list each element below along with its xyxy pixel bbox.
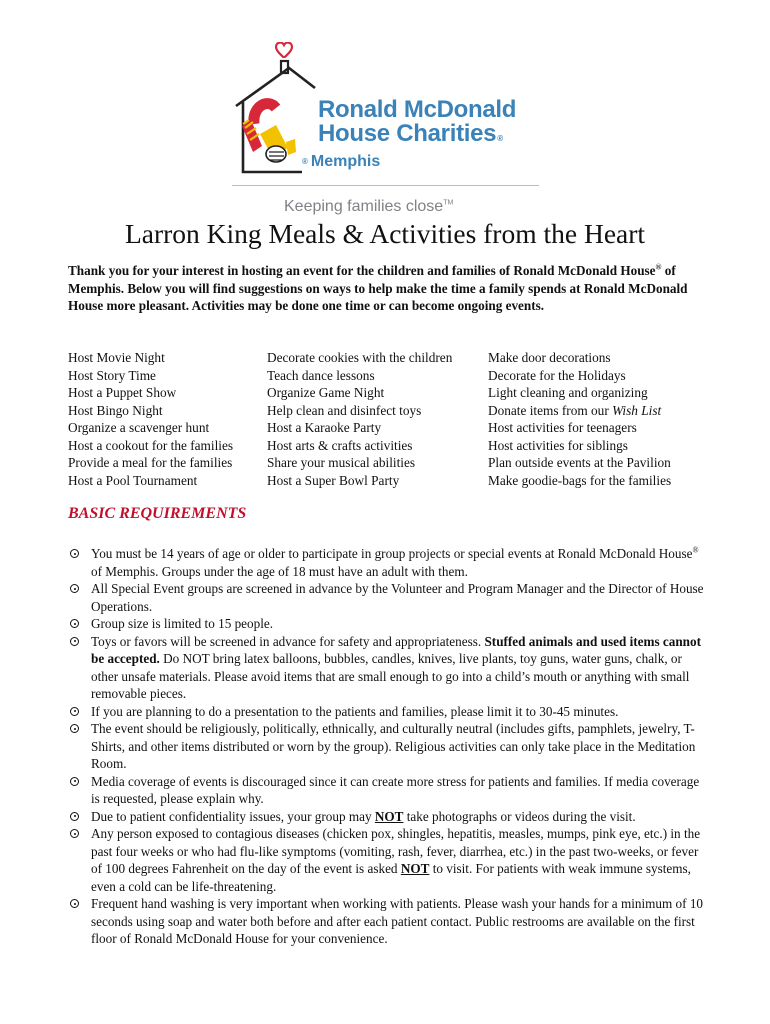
intro-paragraph [68,262,708,315]
activity-item: Host activities for siblings [488,437,628,453]
activity-item: Organize Game Night [267,385,385,400]
logo-divider [232,185,539,186]
brand-line-2 [318,122,548,146]
activity-column-1 [68,349,233,489]
activity-item: Host a Puppet Show [68,385,177,400]
circle-bullet-icon [70,812,79,821]
requirement-item [68,633,708,703]
activity-item: Light cleaning and organizing [488,385,648,400]
brand-line-1: Ronald McDonald [318,96,517,123]
tagline-text: Keeping families close [284,198,444,215]
circle-bullet-icon [70,619,79,628]
requirement-item [68,580,708,615]
activity-item: Share your musical abilities [267,455,416,470]
requirements-list [68,545,708,948]
requirement-text: Due to patient confidentiality issues, your group may [91,808,375,824]
requirement-text: of Memphis. Groups under the age of 18 must have an adult with them. [91,563,468,579]
circle-bullet-icon [70,637,79,646]
requirement-text: If you are planning to do a presentation to the patients and families, please limit it to 30-45 minutes. [91,703,619,719]
activity-item: Host a Pool Tournament [68,472,198,488]
section-heading-basic-requirements: BASIC REQUIREMENTS [68,505,247,522]
intro-part-2: of Memphis. Below you will find suggestions on ways to help make the time a family spends at Ronald McDonald House more pleasant. Activities may be done one time or can become ongoing events. [68,263,688,314]
activity-item: Decorate for the Holidays [488,367,626,383]
activity-item: Host a cookout for the families [68,437,234,453]
activity-item: Make goodie-bags for the families [488,472,672,488]
activity-item: Plan outside events at the Pavilion [488,455,671,470]
donate-prefix: Donate items from our [488,402,613,418]
requirement-item [68,895,708,948]
requirement-item [68,808,708,826]
requirement-item [68,703,708,721]
circle-bullet-icon [70,829,79,838]
requirement-text: Group size is limited to 15 people. [91,616,274,631]
requirement-item [68,825,708,895]
activity-item: Host a Karaoke Party [267,420,382,435]
requirement-item [68,773,708,808]
brand-name [318,98,548,146]
activity-item-donate [488,402,671,420]
wish-list-text: Wish List [612,402,662,418]
requirement-item [68,545,708,580]
activity-item: Make door decorations [488,350,611,365]
brand-chapter [302,153,380,171]
activity-item: Host a Super Bowl Party [267,472,400,488]
tagline [284,198,453,216]
activity-item: Host Story Time [68,367,156,383]
activity-item: Host activities for teenagers [488,420,637,435]
circle-bullet-icon [70,549,79,558]
activity-column-3 [488,349,671,489]
activity-item: Organize a scavenger hunt [68,420,210,435]
requirement-item [68,720,708,773]
activity-item: Provide a meal for the families [68,455,233,470]
brand-line-2-text: House Charities [318,120,497,147]
requirement-text: Do NOT bring latex balloons, bubbles, candles, knives, live plants, toy guns, water guns, chalk, or other unsafe materials. Please avoid items that are small enough to go into a child’s mouth or anything with small removable pieces. [91,651,690,701]
requirement-text: Frequent hand washing is very important when working with patients. Please wash your hands for a minimum of 10 seconds using soap and water both before and after each patient contact. Public restrooms are available on the first floor of Ronald McDonald House for your convenience. [91,896,704,946]
not-emphasis: NOT [374,808,404,824]
tagline-trademark: TM [443,199,454,207]
requirement-text: The event should be religiously, politically, ethnically, and culturally neutral (includes gifts, pamphlets, jewelry, T-Shirts, and other items distributed or worn by the group). Religious activities can only take place in the Meditation Room. [91,721,696,771]
chapter-registered-mark: ® [302,157,308,167]
registered-mark: ® [692,545,699,555]
chapter-name: Memphis [310,153,381,170]
activity-item: Decorate cookies with the children [267,350,453,365]
activity-item: Help clean and disinfect toys [267,402,422,418]
activity-column-2 [267,349,452,489]
intro-registered-mark: ® [655,262,662,272]
intro-part-1: Thank you for your interest in hosting an event for the children and families of Ronald McDonald House [68,263,656,278]
page-title: Larron King Meals & Activities from the Heart [124,218,646,249]
activity-item: Host Movie Night [68,350,165,365]
requirement-text: to visit. For patients with weak immune systems, even a cold can be life-threatening. [91,861,691,894]
requirement-text: take photographs or videos during the visit. [403,808,636,824]
requirement-text: You must be 14 years of age or older to participate in group projects or special events at Ronald McDonald House [91,546,693,561]
rmhc-logo [232,42,540,217]
activity-item: Host Bingo Night [68,402,163,418]
circle-bullet-icon [70,899,79,908]
brand-registered-mark: ® [497,134,503,143]
activity-item: Host arts & crafts activities [267,437,413,453]
circle-bullet-icon [70,707,79,716]
circle-bullet-icon [70,724,79,733]
requirement-text: Toys or favors will be screened in advance for safety and appropriateness. [91,633,485,649]
requirement-text: Media coverage of events is discouraged since it can create more stress for patients and families. If media coverage is requested, please explain why. [91,773,700,806]
requirement-item [68,615,708,633]
requirement-emphasis: Stuffed animals and used items cannot be accepted. [91,633,701,666]
not-emphasis: NOT [400,861,430,876]
activity-item: Teach dance lessons [267,367,375,383]
requirement-text: Any person exposed to contagious diseases (chicken pox, shingles, hepatitis, measles, mumps, pink eye, etc.) in the past four weeks or who had flu-like symptoms (vomiting, rash, fever, diarrhea, etc.) in the past two-weeks, or fever of 100 degrees Fahrenheit on the day of the event is asked [91,826,701,876]
circle-bullet-icon [70,584,79,593]
requirement-text: All Special Event groups are screened in advance by the Volunteer and Program Manager and the Director of House Operations. [91,581,704,614]
circle-bullet-icon [70,777,79,786]
